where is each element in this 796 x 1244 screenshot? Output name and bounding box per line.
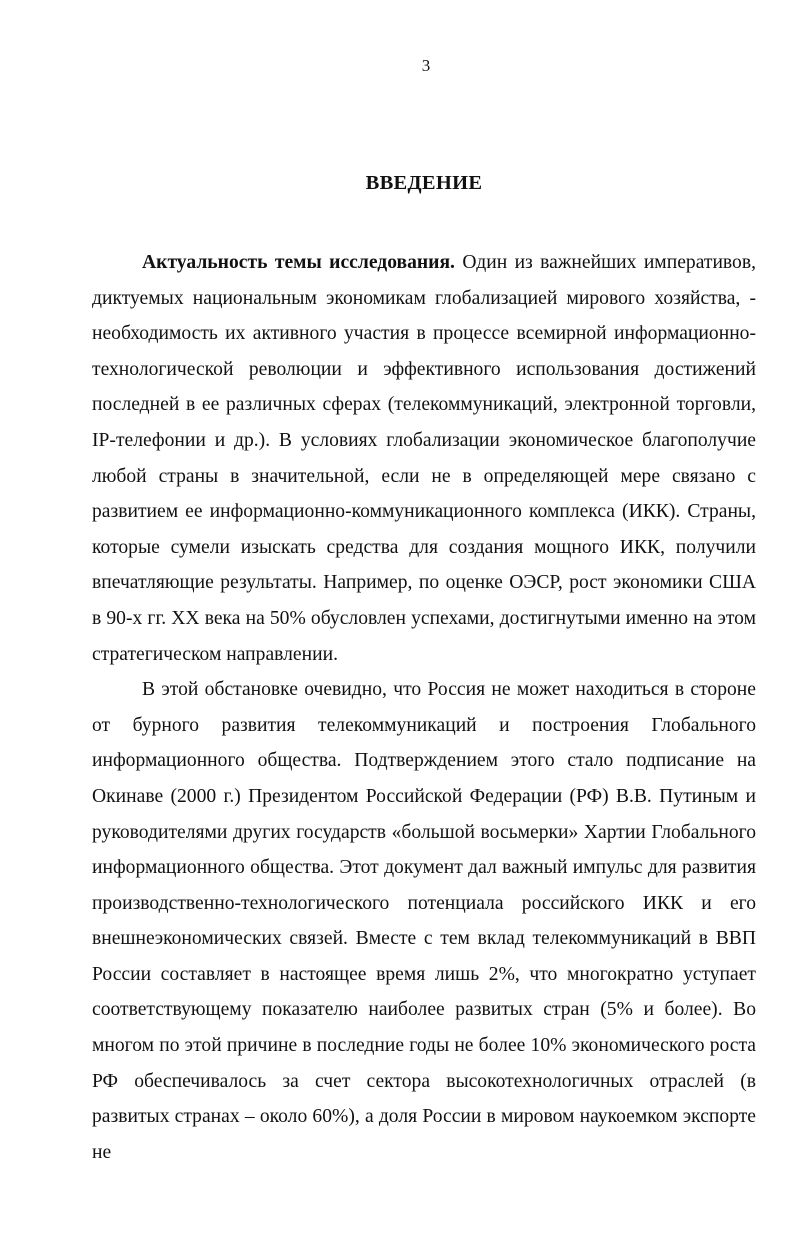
- paragraph-lead: Актуальность темы исследования.: [142, 252, 455, 273]
- body-text: [92, 245, 756, 1170]
- paragraph-text: Один из важнейших императивов, диктуемых национальным экономикам глобализацией мирового хозяйства, - необходимость их активного участия в процессе всемирной информационно-технологической революции и эффективного использования достижений последней в ее различных сферах (телекоммуникаций, электронной торговли, IP-телефонии и др.). В условиях глобализации экономическое благополучие любой страны в значительной, если не в определяющей мере связано с развитием ее информационно-коммуникационного комплекса (ИКК). Страны, которые сумели изыскать средства для создания мощного ИКК, получили впечатляющие результаты. Например, по оценке ОЭСР, рост экономики США в 90-х гг. XX века на 50% обусловлен успехами, достигнутыми именно на этом стратегическом направлении.: [92, 252, 756, 665]
- paragraph-text: В этой обстановке очевидно, что Россия не может находиться в стороне от бурного развития телекоммуникаций и построения Глобального информационного общества. Подтверждением этого стало подписание на Окинаве (2000 г.) Президентом Российской Федерации (РФ) В.В. Путиным и руководителями других государств «большой восьмерки» Хартии Глобального информационного общества. Этот документ дал важный импульс для развития производственно-технологического потенциала российского ИКК и его внешнеэкономических связей. Вместе с тем вклад телекоммуникаций в ВВП России составляет в настоящее время лишь 2%, что многократно уступает соответствующему показателю наиболее развитых стран (5% и более). Во многом по этой причине в последние годы не более 10% экономического роста РФ обеспечивалось за счет сектора высокотехнологичных отраслей (в развитых странах – около 60%), а доля России в мировом наукоемком экспорте не: [92, 679, 756, 1163]
- page-number: 3: [421, 56, 431, 75]
- section-heading: ВВЕДЕНИЕ: [365, 172, 483, 194]
- paragraph-russia: [92, 672, 756, 1170]
- paragraph-relevance: [92, 245, 756, 672]
